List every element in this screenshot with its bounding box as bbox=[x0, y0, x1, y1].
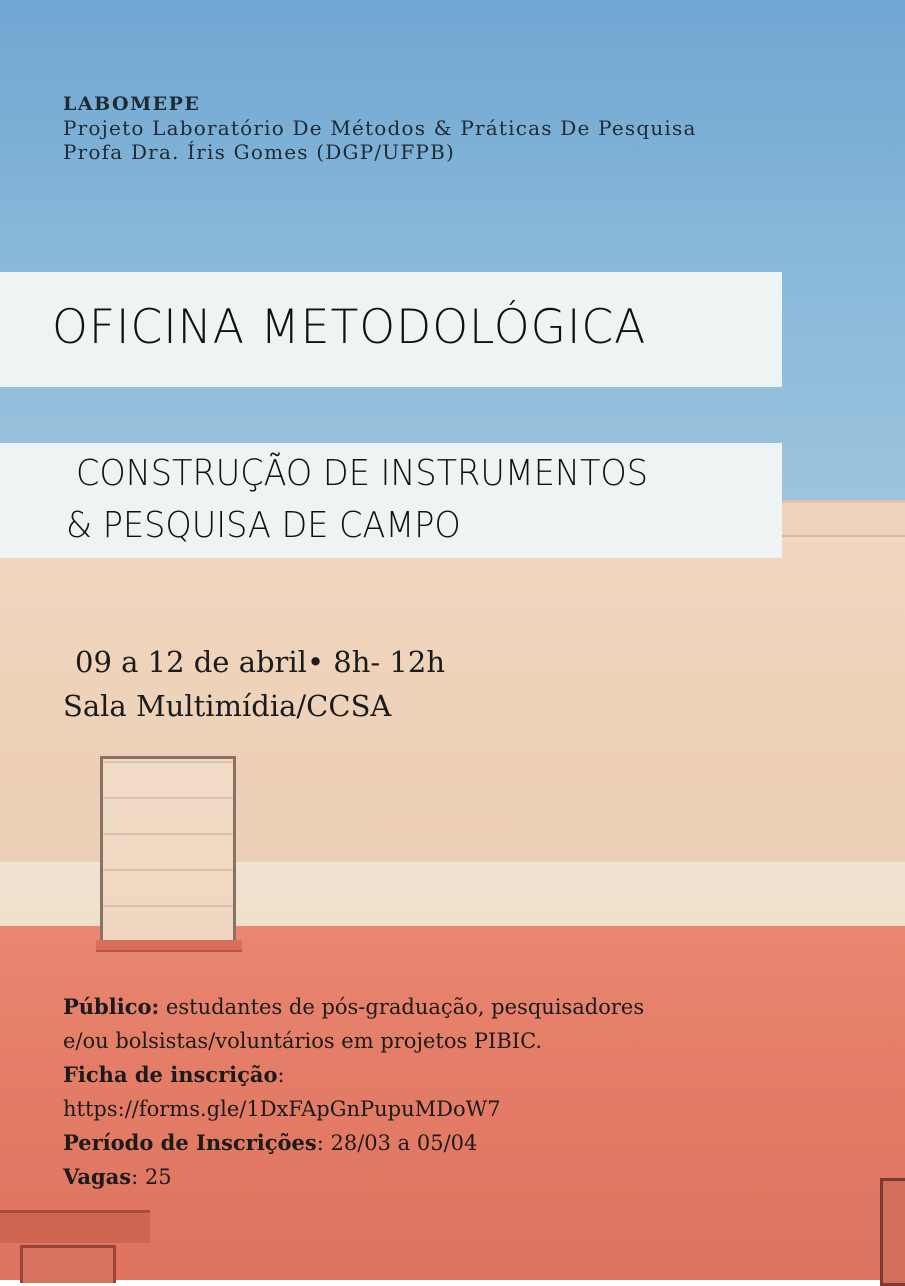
roof-ledge bbox=[780, 500, 905, 537]
door-frame-right bbox=[880, 1178, 905, 1286]
header-block bbox=[63, 92, 697, 164]
subtitle-banner bbox=[0, 443, 782, 558]
registration-url[interactable]: https://forms.gle/1DxFApGnPupuMDoW7 bbox=[63, 1097, 501, 1121]
org-name: LABOMEPE bbox=[63, 93, 201, 115]
window-sill bbox=[96, 940, 242, 952]
registration-period-label: Período de Inscrições bbox=[63, 1130, 317, 1155]
vacancies-label: Vagas bbox=[63, 1164, 132, 1189]
registration-url-row bbox=[63, 1092, 783, 1126]
audience-line-2 bbox=[63, 1024, 783, 1058]
info-block bbox=[63, 990, 783, 1194]
registration-form-colon: : bbox=[277, 1063, 285, 1087]
subtitle-line-1: CONSTRUÇÃO DE INSTRUMENTOS bbox=[76, 453, 649, 494]
audience-line-1 bbox=[63, 990, 783, 1024]
registration-period-value: : 28/03 a 05/04 bbox=[316, 1131, 478, 1155]
project-name: Projeto Laboratório De Métodos & Práticas De Pesquisa bbox=[63, 116, 697, 140]
event-place: Sala Multimídia/CCSA bbox=[63, 689, 392, 723]
professor-name: Profa Dra. Íris Gomes (DGP/UFPB) bbox=[63, 140, 455, 164]
registration-form-label-row bbox=[63, 1058, 783, 1092]
lower-ledge bbox=[0, 1210, 150, 1243]
vacancies-row bbox=[63, 1160, 783, 1194]
title-banner bbox=[0, 272, 782, 387]
registration-form-label: Ficha de inscrição bbox=[63, 1062, 278, 1087]
audience-label: Público: bbox=[63, 994, 160, 1019]
registration-period-row bbox=[63, 1126, 783, 1160]
subtitle-line-2: & PESQUISA DE CAMPO bbox=[66, 505, 461, 546]
bricked-window bbox=[100, 756, 236, 944]
event-details bbox=[63, 640, 445, 728]
audience-text-2: e/ou bolsistas/voluntários em projetos PIBIC. bbox=[63, 1029, 543, 1053]
sky-background bbox=[0, 0, 905, 505]
event-date: 09 a 12 de abril• 8h- 12h bbox=[75, 645, 446, 679]
page-title: OFICINA METODOLÓGICA bbox=[52, 300, 647, 355]
audience-text-1: estudantes de pós-graduação, pesquisadores bbox=[159, 995, 645, 1019]
vacancies-value: : 25 bbox=[131, 1165, 172, 1189]
door-frame-left bbox=[20, 1245, 116, 1283]
